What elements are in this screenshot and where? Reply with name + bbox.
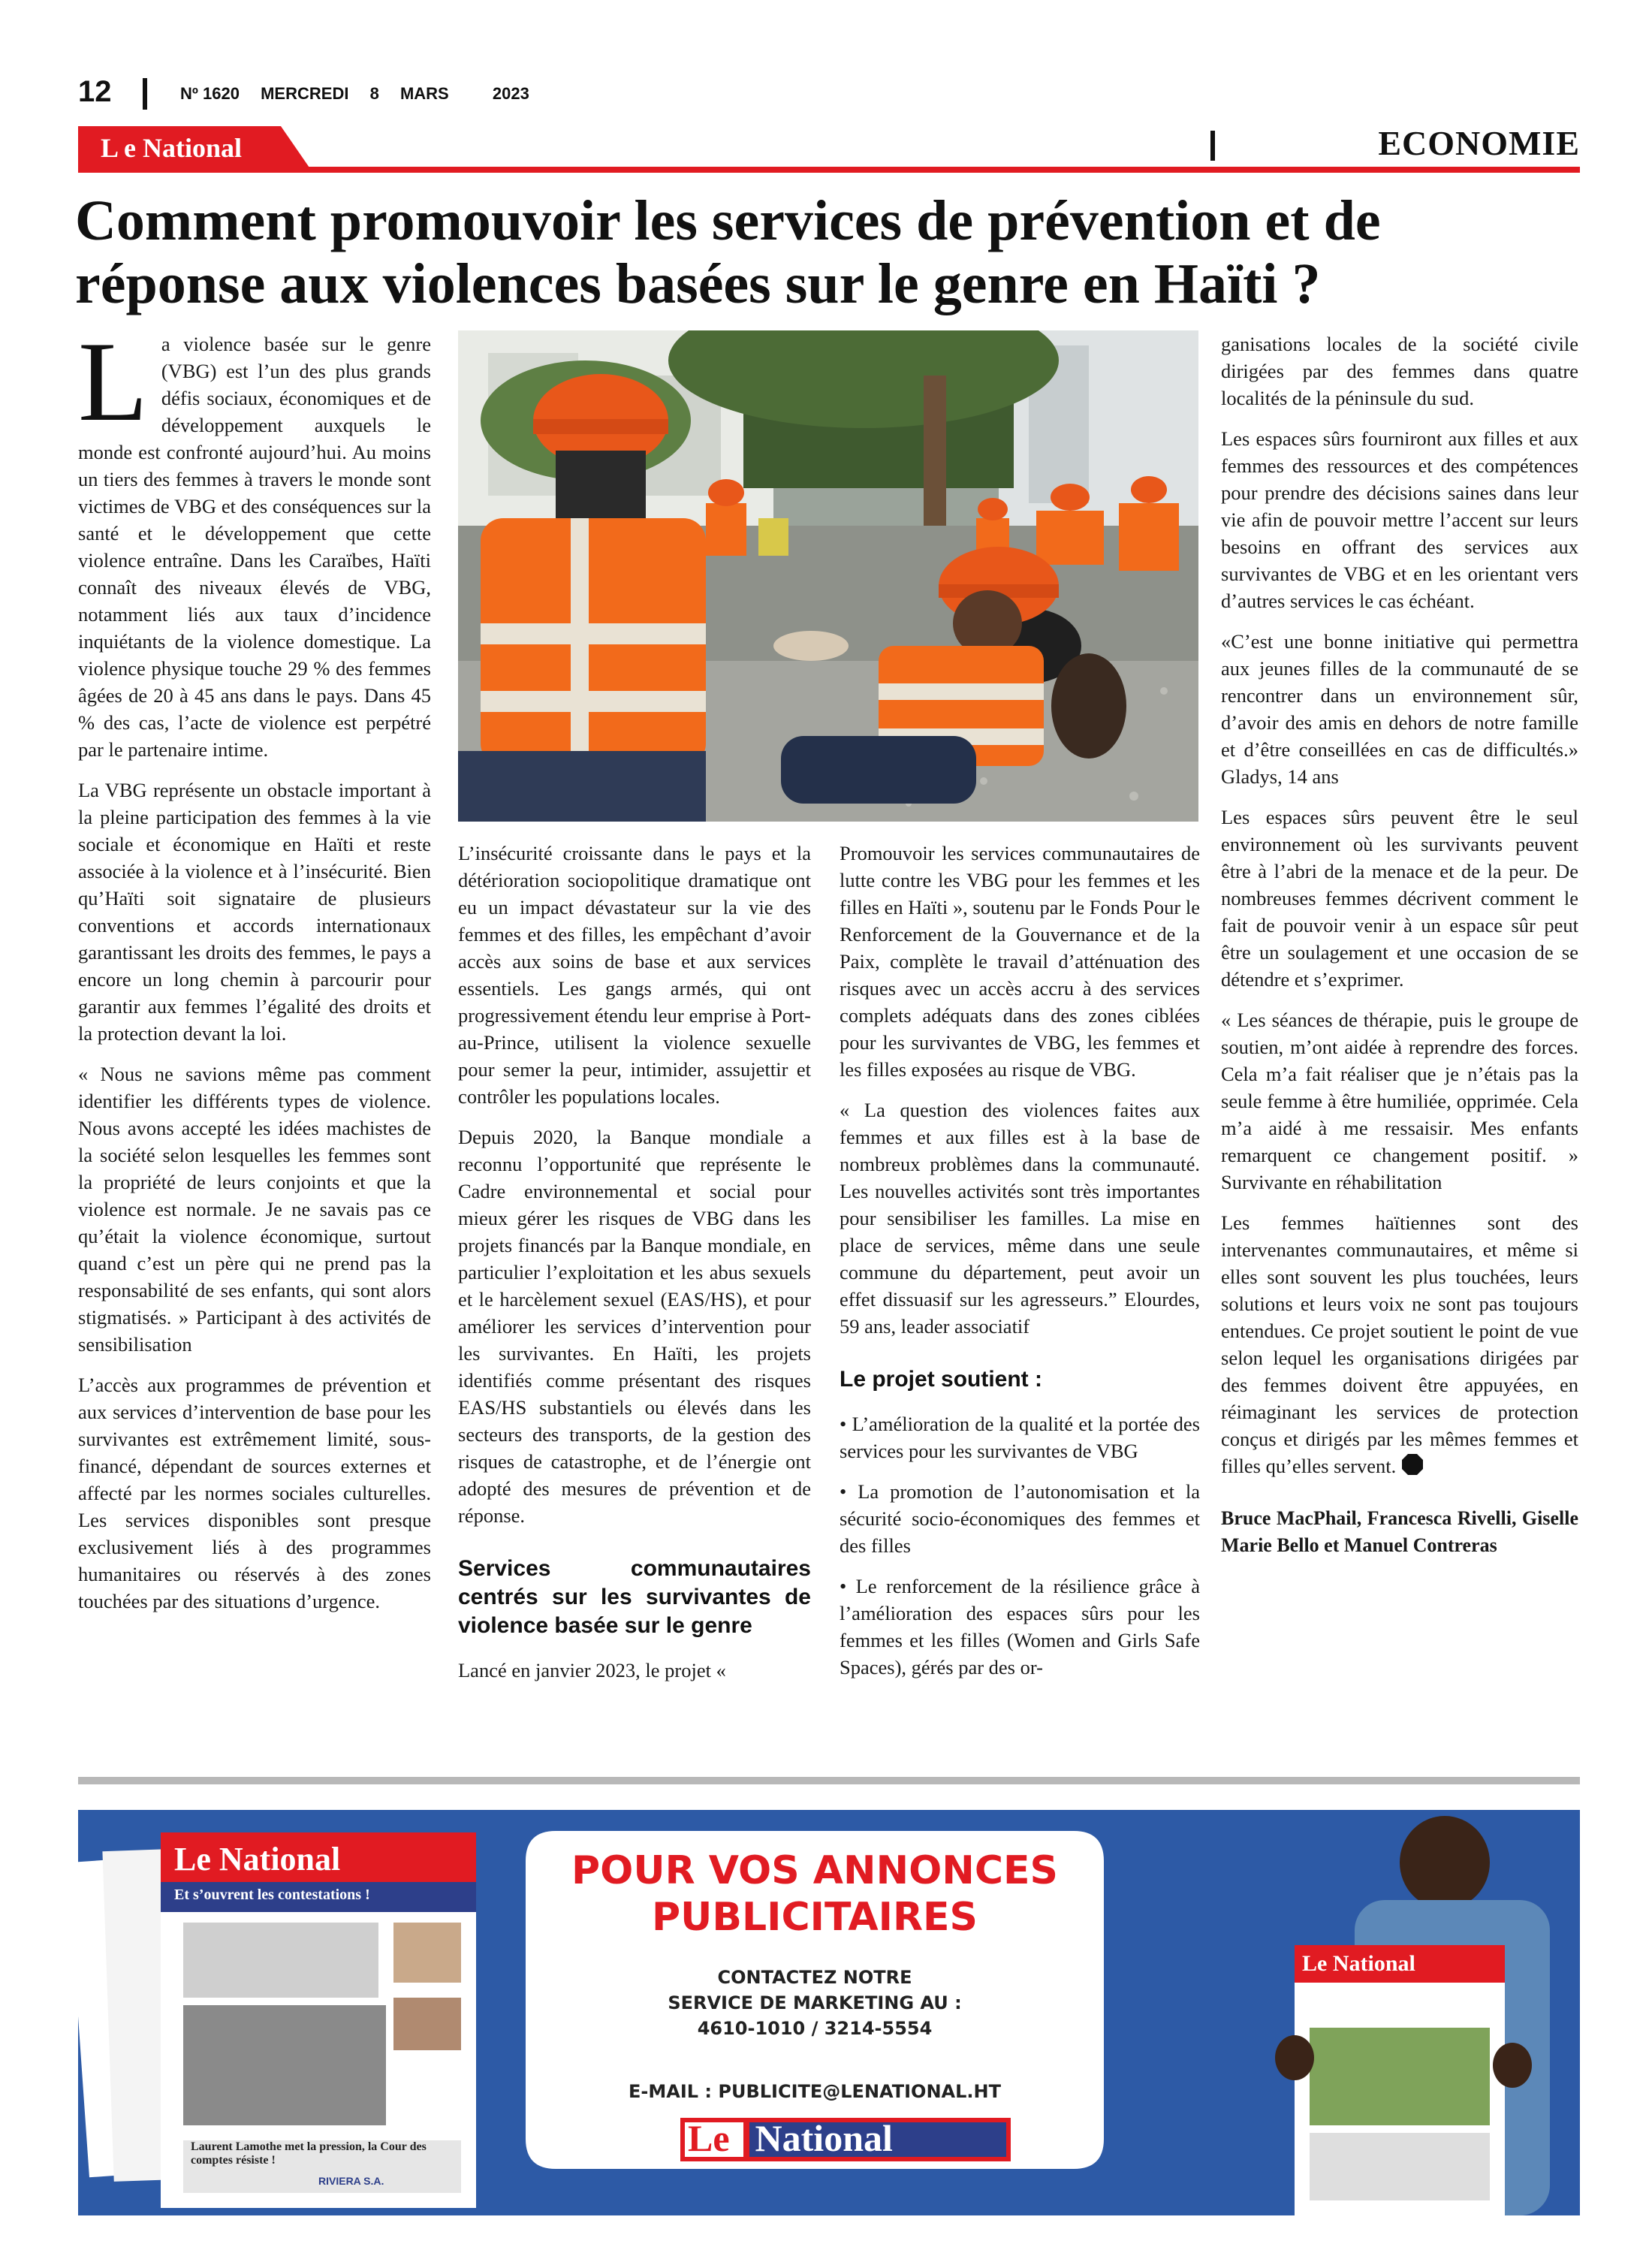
- ad-paper-footer: RIVIERA S.A.: [318, 2175, 384, 2187]
- page-number: 12: [78, 75, 112, 108]
- paragraph-1-text: a violence basée sur le genre (VBG) est l’un des plus grands défis sociaux, économiques et de développement auxquels le monde est confronté aujourd’hui. Au moins un tiers des femmes à travers le monde sont victimes de VBG et des conséquences sur la santé et le développement que cette violence entraîne. Dans les Caraïbes, Haïti connaît des niveaux élevés de VBG, notamment liés aux taux d’incidence inquiétants de la violence domestique. La violence physique touche 29 % des femmes âgées de 20 à 45 ans dans le pays. Dans 45 % des cas, l’acte de violence est perpétré par le partenaire intime.: [78, 333, 431, 761]
- article-paragraph-1: [78, 318, 431, 763]
- end-of-article-icon: [1401, 1453, 1424, 1476]
- ad-phone-numbers[interactable]: 4610-1010 / 3214-5554: [697, 2018, 933, 2039]
- ad-contact-line-1: CONTACTEZ NOTRE: [717, 1967, 912, 1988]
- article-paragraph-5: L’insécurité croissante dans le pays et la détérioration sociopolitique dramatique ont eu un impact dévastateur sur la vie des femmes et des filles, les empêchant d’avoir accès aux soins de base et aux services essentiels. Les gangs armés, qui ont progressivement étendu leur emprise à Port-au-Prince, utilisent la violence sexuelle pour semer la peur, intimider, assujettir et contrôler les populations locales.: [458, 842, 811, 1108]
- issue-month: MARS: [399, 84, 449, 103]
- ad-paper-subhead: Laurent Lamothe met la pression, la Cour des comptes résiste !: [191, 2140, 427, 2167]
- article-paragraph-6: Depuis 2020, la Banque mondiale a reconnu l’opportunité que représente le Cadre environnemental et social pour mieux gérer les risques de VBG dans les projets financés par la Banque mondiale, en particulier l’exploitation et les abus sexuels et le harcèlement sexuel (EAS/HS), et pour améliorer les services d’intervention pour les survivantes. En Haïti, les projets identifiés comme présentant des risques EAS/HS substantiels ou élevés dans les secteurs des transports, de la gestion des risques de catastrophe, et de l’énergie ont adopté des mesures de prévention et de réponse.: [458, 1126, 811, 1527]
- header-red-rule: [78, 167, 1580, 173]
- article-paragraph-7-start: Lancé en janvier 2023, le projet «: [458, 1659, 726, 1681]
- article-authors: Bruce MacPhail, Francesca Rivelli, Giselle Marie Bello et Manuel Contreras: [1221, 1507, 1578, 1556]
- ad-held-paper-masthead-le: Le: [1302, 1951, 1328, 1976]
- ad-email[interactable]: E-MAIL : PUBLICITE@LENATIONAL.HT: [629, 2081, 1001, 2102]
- ad-contact-line-2: SERVICE DE MARKETING AU :: [668, 1992, 962, 2013]
- article-paragraph-13: [1221, 1209, 1578, 1479]
- article-column-3: [840, 840, 1200, 1694]
- article-column-1: [78, 318, 431, 1628]
- masthead-tab-label: L e National: [101, 133, 243, 163]
- bullet-item-2: • La promotion de l’autonomisation et la sécurité socio-économiques des femmes et des filles: [840, 1478, 1200, 1559]
- ad-logo: [688, 2116, 893, 2160]
- header-divider: [143, 78, 147, 110]
- ad-logo-le: Le: [688, 2117, 730, 2159]
- footer-divider: [78, 1777, 1580, 1784]
- article-subhead-services: Services communautaires centrés sur les survivantes de violence basée sur le genre: [458, 1556, 811, 1638]
- section-divider: [1210, 131, 1215, 161]
- article-paragraph-8: « La question des violences faites aux femmes et aux filles est à la base de nombreux problèmes dans la communauté. Les nouvelles activités sont très importantes pour sensibiliser les familles. La mise en place de services, même dans une seule commune du département, peut avoir un effet dissuasif sur les agresseurs.” Elourdes, 59 ans, leader associatif: [840, 1099, 1200, 1338]
- dropcap: L: [78, 318, 148, 445]
- photo-women-safety-vests: [458, 330, 1198, 822]
- ad-paper-headline: Et s’ouvrent les contestations !: [174, 1887, 370, 1903]
- issue-year: 2023: [492, 84, 529, 103]
- issue-day: 8: [369, 84, 379, 103]
- bullet-item-3-end: ganisations locales de la société civile dirigées par des femmes dans quatre localités de la péninsule du sud.: [1221, 333, 1578, 409]
- issue-line: [180, 84, 546, 104]
- ad-headline: [541, 1847, 1089, 1941]
- ad-headline-line-1: POUR VOS ANNONCES: [571, 1848, 1058, 1893]
- article-paragraph-9: Les espaces sûrs fourniront aux filles et aux femmes des ressources et des compétences pour prendre des décisions saines dans leur vie afin de pouvoir mettre l’accent sur leurs besoins en offrant des services aux survivantes de VBG et en les orientant vers d’autres services le cas échéant.: [1221, 427, 1578, 612]
- ad-headline-line-2: PUBLICITAIRES: [651, 1895, 978, 1940]
- issue-number: Nº 1620: [180, 84, 240, 103]
- article-paragraph-2: La VBG représente un obstacle important à la pleine participation des femmes à la vie sociale et économique en Haïti et reste associée à la violence et à l’insécurité. Bien qu’Haïti soit signataire de plusieurs conventions et accords internationaux garantissant les droits des femmes, le pays a encore un long chemin à parcourir pour garantir aux femmes l’égalité des droits et la protection devant la loi.: [78, 779, 431, 1045]
- article-paragraph-12: « Les séances de thérapie, puis le groupe de soutien, m’ont aidée à reprendre des forces. Cela m’a fait réaliser que je n’étais pas la seule femme à être humiliée, opprimée. Cela m’a aidé à me ressaisir. Mes enfants remarquent ce changement positif. » Survivante en réhabilitation: [1221, 1009, 1578, 1193]
- ad-paper-masthead-le: Le: [174, 1841, 211, 1878]
- ad-paper-masthead: [174, 1840, 340, 1878]
- article-paragraph-10: «C’est une bonne initiative qui permettra aux jeunes filles de la communauté de se rencontrer dans un environnement sûr, d’avoir des amis en dehors de notre famille et d’être conseillées en cas de difficultés.» Gladys, 14 ans: [1221, 630, 1578, 788]
- article-column-2: [458, 840, 811, 1697]
- issue-weekday: MERCREDI: [261, 84, 349, 103]
- ad-paper-masthead-national: National: [219, 1841, 341, 1878]
- article-subhead-project: Le projet soutient :: [840, 1367, 1042, 1392]
- article-paragraph-7: Promouvoir les services communautaires de lutte contre les VBG pour les femmes et les filles en Haïti », soutenu par le Fonds Pour le Renforcement de la Gouvernance et de la Paix, complète le travail d’atténuation des risques avec un accès accru à des services complets adéquats dans des zones ciblées pour les survivantes de VBG, les femmes et les filles exposées au risque de VBG.: [840, 842, 1200, 1081]
- ad-held-paper-masthead: [1302, 1951, 1415, 1977]
- article-headline: Comment promouvoir les services de prévention et de réponse aux violences basées sur le genre en Haïti ?: [75, 189, 1381, 315]
- ad-logo-national: National: [755, 2117, 893, 2159]
- paragraph-13-text: Les femmes haïtiennes sont des intervenantes communautaires, et même si elles sont souvent les plus touchées, leurs solutions et leurs voix ne sont pas toujours entendues. Ce projet soutient le point de vue selon lequel les organisations dirigées par des femmes doivent être appuyées, en réimaginant les services de protection conçus et dirigés par les mêmes femmes et filles qu’elles servent.: [1221, 1211, 1578, 1477]
- article-photo: [458, 330, 1198, 822]
- section-label: ECONOMIE: [1378, 124, 1580, 162]
- article-paragraph-3: « Nous ne savions même pas comment identifier les différents types de violence. Nous avons accepté les idées machistes de la société selon lesquelles les femmes sont la propriété de leurs conjoints et que la violence est normale. Je ne savais pas ce qu’était la violence économique, surtout quand c’est un père qui ne prend pas la responsabilité de ses enfants, qui sont alors stigmatisés. » Participant à des activités de sensibilisation: [78, 1063, 431, 1356]
- article-column-4: [1221, 330, 1578, 1573]
- article-paragraph-11: Les espaces sûrs peuvent être le seul environnement où les survivants peuvent être à l’abri de la menace et de la peur. De nombreuses femmes décrivent comment le fait de pouvoir venir à un espace sûr peut être un soulagement et une occasion de se détendre et s’exprimer.: [1221, 806, 1578, 991]
- ad-contact: [571, 1965, 1059, 2041]
- article-paragraph-4: L’accès aux programmes de prévention et aux services d’intervention de base pour les survivantes est extrêmement limité, sous-financé, dépendant de sources externes et affecté par les normes sociales culturelles. Les services disponibles sont presque exclusivement liés à des programmes humanitaires ou réservés à des zones touchées par des situations d’urgence.: [78, 1374, 431, 1612]
- bullet-item-1: • L’amélioration de la qualité et la portée des services pour les survivantes de VBG: [840, 1410, 1200, 1464]
- ad-held-paper-masthead-national: National: [1332, 1951, 1415, 1976]
- bullet-item-3-start: • Le renforcement de la résilience grâce à l’amélioration des espaces sûrs pour les femmes et les filles (Women and Girls Safe Spaces), gérés par des or-: [840, 1573, 1200, 1681]
